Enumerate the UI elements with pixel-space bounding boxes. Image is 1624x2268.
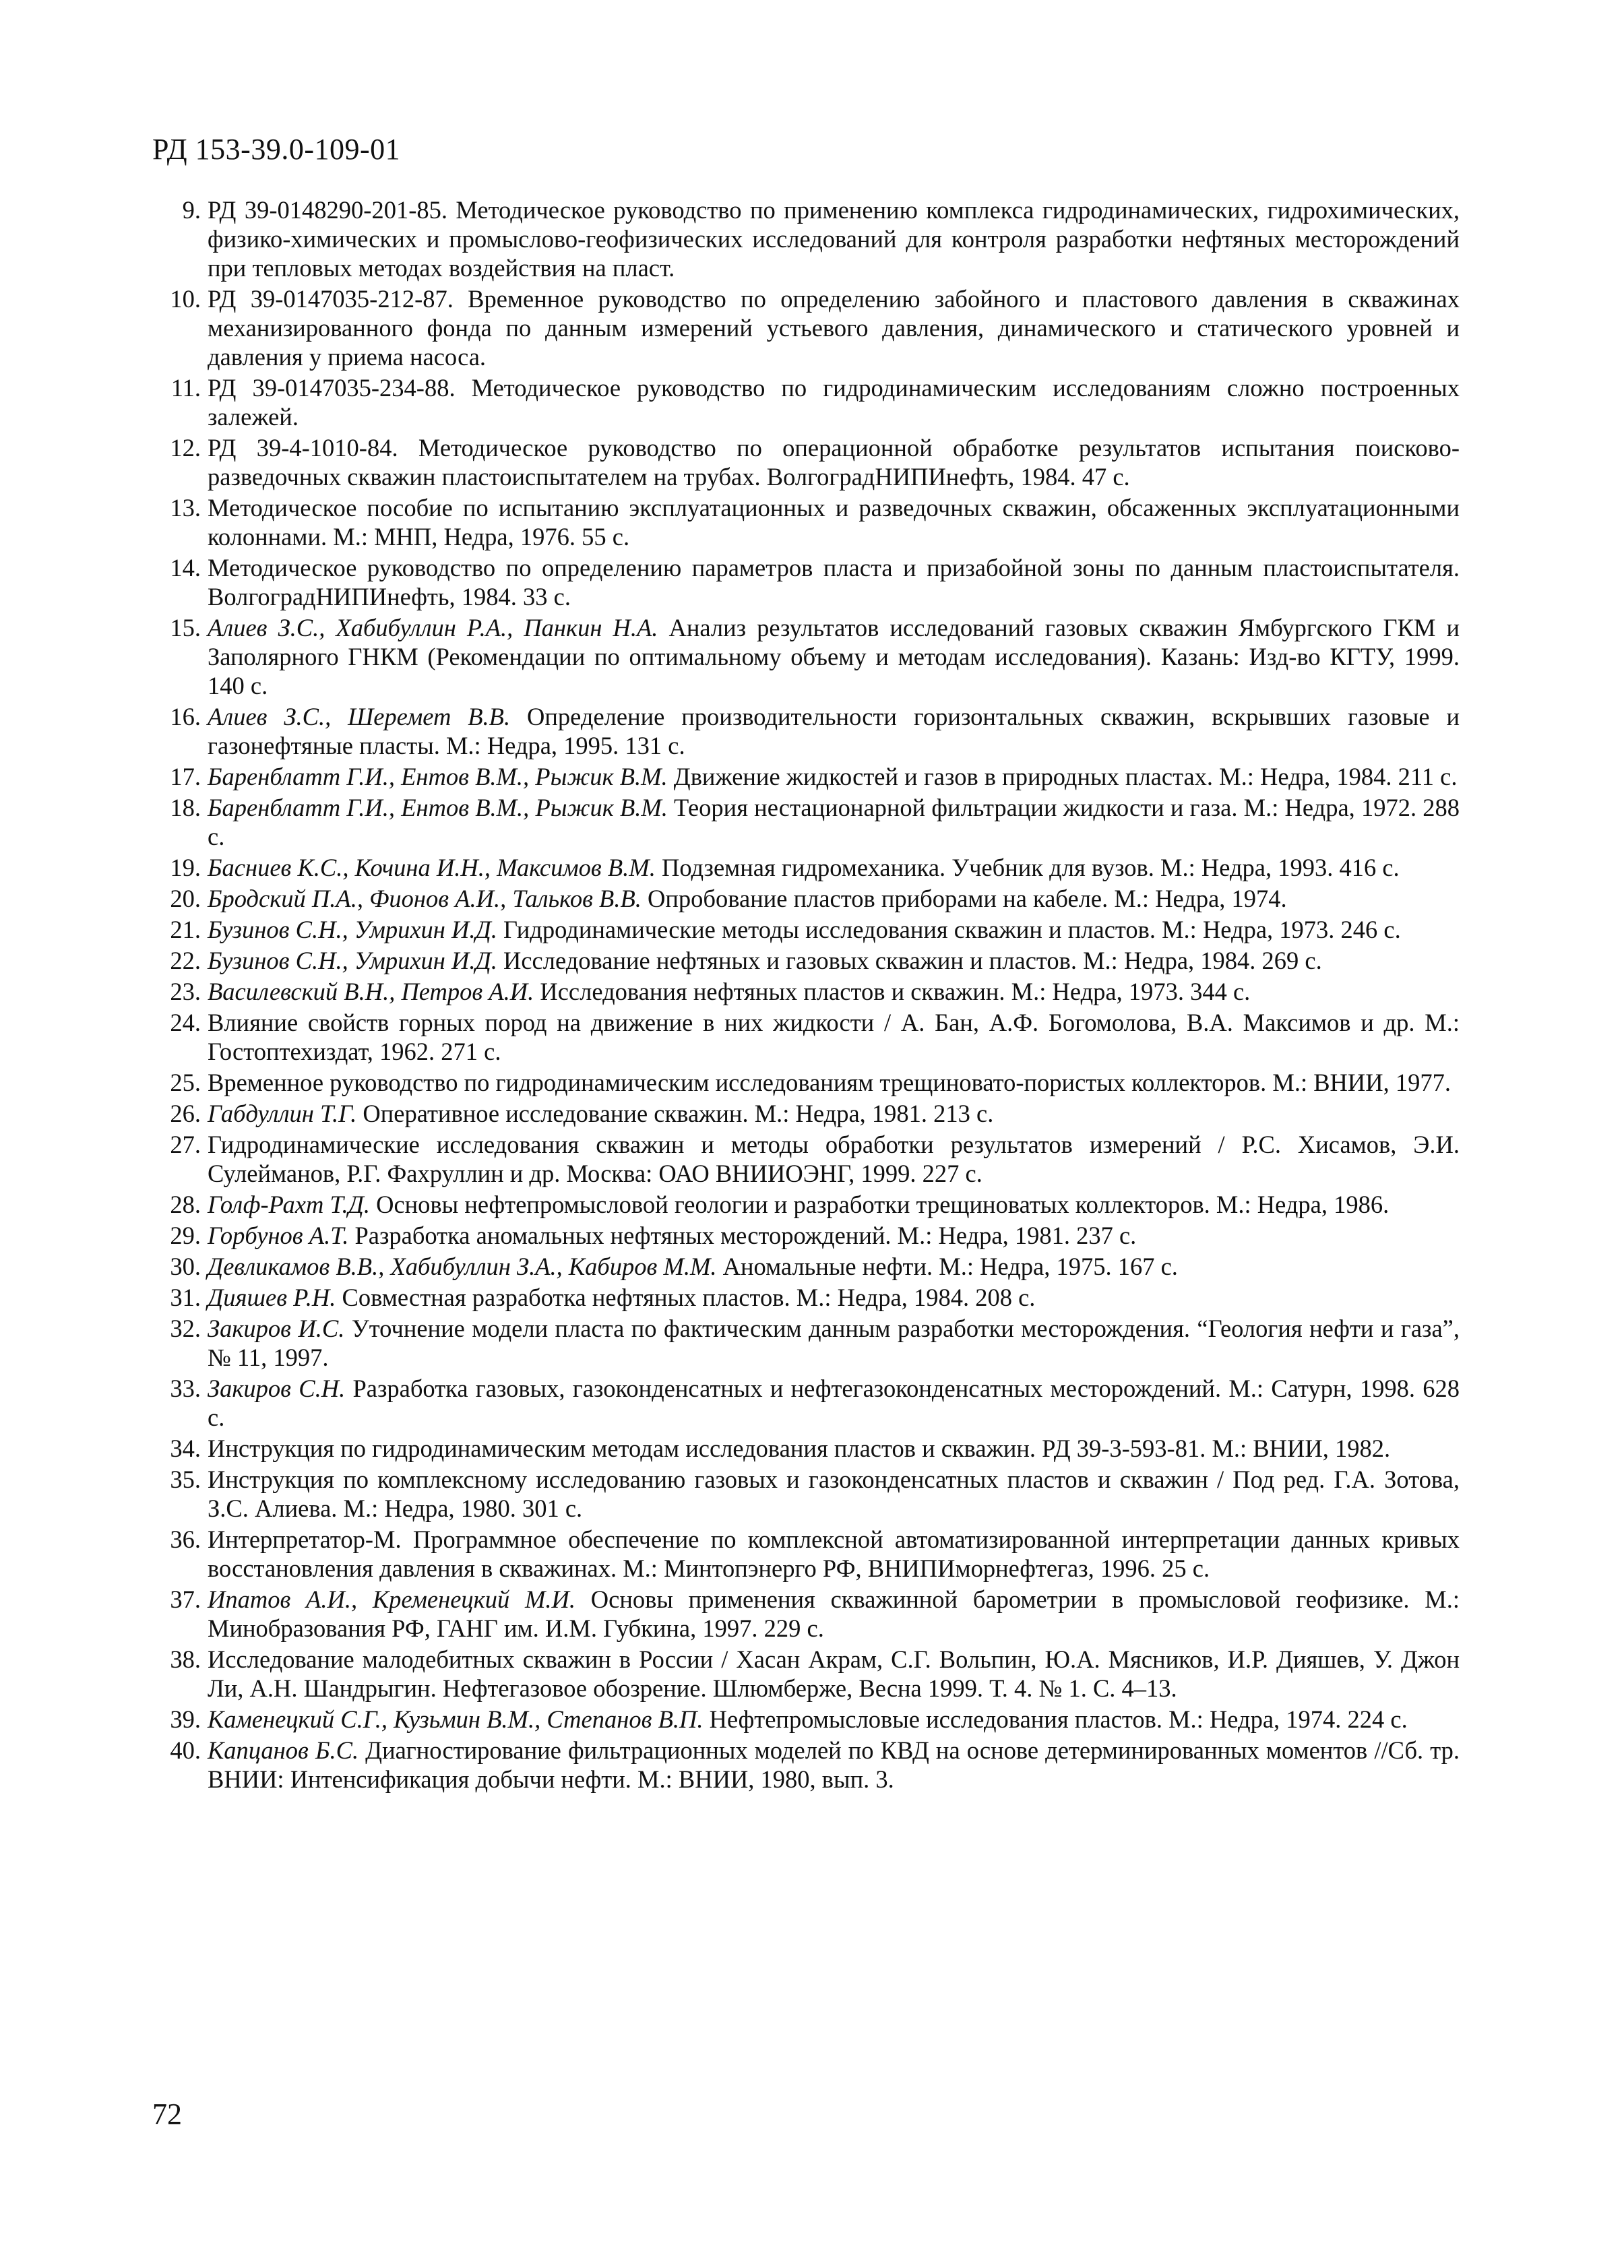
reference-text: Исследование нефтяных и газовых скважин и пластов. М.: Недра, 1984. 269 с. — [497, 947, 1322, 974]
reference-authors: Баренблатт Г.И., Ентов В.М., Рыжик В.М. — [208, 794, 668, 821]
reference-item — [152, 1130, 1460, 1188]
reference-text: Подземная гидромеханика. Учебник для вузов. М.: Недра, 1993. 416 с. — [655, 854, 1400, 881]
reference-text: Нефтепромысловые исследования пластов. М.: Недра, 1974. 224 с. — [703, 1705, 1408, 1733]
reference-number: 31. — [170, 1284, 201, 1311]
reference-item — [152, 853, 1460, 882]
reference-authors: Габдуллин Т.Г. — [208, 1100, 357, 1127]
reference-text: Временное руководство по гидродинамическим исследованиям трещиновато-пористых коллекторов. М.: ВНИИ, 1977. — [208, 1069, 1451, 1096]
reference-item — [152, 284, 1460, 371]
reference-item — [152, 702, 1460, 760]
reference-authors: Алиев З.С., Хабибуллин Р.А., Панкин Н.А. — [208, 614, 658, 641]
reference-item — [152, 1068, 1460, 1097]
reference-item — [152, 433, 1460, 491]
reference-number: 36. — [170, 1525, 201, 1553]
reference-item — [152, 1252, 1460, 1281]
reference-text: РД 39-4-1010-84. Методическое руководство по операционной обработке результатов испытания поисково-разведочных скважин пластоиспытателем на трубах. ВолгоградНИПИнефть, 1984. 47 с. — [208, 434, 1460, 491]
reference-authors: Голф-Рахт Т.Д. — [208, 1191, 370, 1218]
reference-item — [152, 884, 1460, 913]
reference-number: 35. — [170, 1466, 201, 1493]
reference-text: Анализ результатов исследований газовых скважин Ямбургского ГКМ и Заполярного ГНКМ (Рекомендации по оптимальному объему и методам исследования). Казань: Изд-во КГТУ, 1999. 140 с. — [208, 614, 1460, 699]
reference-number: 33. — [170, 1375, 201, 1402]
document-code-header: РД 153-39.0-109-01 — [152, 133, 401, 166]
reference-text: Уточнение модели пласта по фактическим данным разработки месторождения. “Геология нефти и газа”, № 11, 1997. — [208, 1315, 1460, 1371]
reference-authors: Баренблатт Г.И., Ентов В.М., Рыжик В.М. — [208, 763, 668, 790]
reference-item — [152, 1283, 1460, 1312]
reference-number: 25. — [170, 1069, 201, 1096]
reference-text: РД 39-0147035-212-87. Временное руководство по определению забойного и пластового давления в скважинах механизированного фонда по данным измерений устьевого давления, динамического и статического уровней и давления у приема насоса. — [208, 285, 1460, 371]
reference-text: Методическое руководство по определению параметров пласта и призабойной зоны по данным пластоиспытателя. ВолгоградНИПИнефть, 1984. 33 с. — [208, 554, 1460, 610]
references-list — [152, 195, 1460, 1796]
reference-authors: Алиев З.С., Шеремет В.В. — [208, 703, 511, 730]
reference-number: 37. — [170, 1585, 201, 1613]
reference-text: Разработка газовых, газоконденсатных и нефтегазоконденсатных месторождений. М.: Сатурн, 1998. 628 с. — [208, 1375, 1460, 1431]
reference-item — [152, 1705, 1460, 1734]
reference-item — [152, 1585, 1460, 1643]
reference-authors: Ипатов А.И., Кременецкий М.И. — [208, 1585, 576, 1613]
reference-text: Инструкция по гидродинамическим методам исследования пластов и скважин. РД 39-3-593-81. М.: ВНИИ, 1982. — [208, 1435, 1391, 1462]
reference-item — [152, 1525, 1460, 1583]
reference-text: Методическое пособие по испытанию эксплуатационных и разведочных скважин, обсаженных эксплуатационными колоннами. М.: МНП, Недра, 1976. 55 с. — [208, 494, 1460, 550]
reference-item — [152, 613, 1460, 700]
reference-text: Теория нестационарной фильтрации жидкости и газа. М.: Недра, 1972. 288 с. — [208, 794, 1460, 850]
reference-text: РД 39-0148290-201-85. Методическое руководство по применению комплекса гидродинамических, гидрохимических, физико-химических и промыслово-геофизических исследований для контроля разработки нефтяных месторождений при тепловых методах воздействия на пласт. — [208, 196, 1460, 282]
reference-item — [152, 1221, 1460, 1250]
reference-number: 24. — [170, 1009, 201, 1036]
reference-number: 29. — [170, 1222, 201, 1249]
reference-number: 16. — [170, 703, 201, 730]
reference-item — [152, 1736, 1460, 1794]
reference-item — [152, 762, 1460, 791]
reference-number: 30. — [170, 1253, 201, 1280]
reference-text: Влияние свойств горных пород на движение в них жидкости / А. Бан, А.Ф. Богомолова, В.А. Максимов и др. М.: Гостоптехиздат, 1962. 271 с. — [208, 1009, 1460, 1065]
reference-item — [152, 793, 1460, 851]
reference-text: Гидродинамические исследования скважин и методы обработки результатов измерений / Р.С. Хисамов, Э.И. Сулейманов, Р.Г. Фахруллин и др. Москва: ОАО ВНИИОЭНГ, 1999. 227 с. — [208, 1131, 1460, 1187]
reference-text: Движение жидкостей и газов в природных пластах. М.: Недра, 1984. 211 с. — [667, 763, 1458, 790]
reference-item — [152, 1008, 1460, 1066]
reference-text: Исследования нефтяных пластов и скважин. М.: Недра, 1973. 344 с. — [534, 978, 1251, 1005]
reference-item — [152, 553, 1460, 611]
reference-number: 28. — [170, 1191, 201, 1218]
reference-number: 26. — [170, 1100, 201, 1127]
reference-item — [152, 1190, 1460, 1219]
reference-text: Гидродинамические методы исследования скважин и пластов. М.: Недра, 1973. 246 с. — [497, 916, 1401, 943]
reference-text: РД 39-0147035-234-88. Методическое руководство по гидродинамическим исследованиям сложно построенных залежей. — [208, 374, 1460, 431]
reference-number: 32. — [170, 1315, 201, 1342]
reference-number: 39. — [170, 1705, 201, 1733]
reference-text: Основы применения скважинной барометрии в промысловой геофизике. М.: Минобразования РФ, ГАНГ им. И.М. Губкина, 1997. 229 с. — [208, 1585, 1460, 1642]
reference-number: 17. — [170, 763, 201, 790]
reference-text: Основы нефтепромысловой геологии и разработки трещиноватых коллекторов. М.: Недра, 1986. — [369, 1191, 1389, 1218]
reference-authors: Бузинов С.Н., Умрихин И.Д. — [208, 947, 497, 974]
reference-text: Аномальные нефти. М.: Недра, 1975. 167 с. — [716, 1253, 1178, 1280]
reference-authors: Каменецкий С.Г., Кузьмин В.М., Степанов В.П. — [208, 1705, 704, 1733]
reference-item — [152, 946, 1460, 975]
reference-text: Оперативное исследование скважин. М.: Недра, 1981. 213 с. — [356, 1100, 994, 1127]
reference-item — [152, 915, 1460, 944]
reference-text: Совместная разработка нефтяных пластов. М.: Недра, 1984. 208 с. — [336, 1284, 1036, 1311]
reference-text: Диагностирование фильтрационных моделей по КВД на основе детерминированных моментов //Сб. тр. ВНИИ: Интенсификация добычи нефти. М.: ВНИИ, 1980, вып. 3. — [208, 1736, 1460, 1793]
reference-text: Инструкция по комплексному исследованию газовых и газоконденсатных пластов и скважин / Под ред. Г.А. Зотова, З.С. Алиева. М.: Недра, 1980. 301 с. — [208, 1466, 1460, 1522]
reference-text: Интерпретатор-М. Программное обеспечение по комплексной автоматизированной интерпретации данных кривых восстановления давления в скважинах. М.: Минтопэнерго РФ, ВНИПИморнефтегаз, 1996. 25 с. — [208, 1525, 1460, 1582]
reference-number: 15. — [170, 614, 201, 641]
reference-number: 34. — [170, 1435, 201, 1462]
reference-text: Опробование пластов приборами на кабеле. М.: Недра, 1974. — [641, 885, 1287, 912]
reference-number: 14. — [170, 554, 201, 581]
reference-number: 19. — [170, 854, 201, 881]
reference-authors: Басниев К.С., Кочина И.Н., Максимов В.М. — [208, 854, 656, 881]
reference-number: 38. — [170, 1645, 201, 1673]
reference-authors: Закиров И.С. — [208, 1315, 345, 1342]
reference-number: 10. — [170, 285, 201, 313]
reference-authors: Горбунов А.Т. — [208, 1222, 349, 1249]
reference-authors: Закиров С.Н. — [208, 1375, 346, 1402]
reference-number: 40. — [170, 1736, 201, 1764]
reference-authors: Бродский П.А., Фионов А.И., Тальков В.В. — [208, 885, 642, 912]
reference-number: 11. — [170, 374, 201, 402]
reference-item — [152, 493, 1460, 551]
reference-number: 22. — [170, 947, 201, 974]
reference-number: 20. — [170, 885, 201, 912]
reference-number: 18. — [170, 794, 201, 821]
reference-item — [152, 1374, 1460, 1432]
reference-text: Исследование малодебитных скважин в России / Хасан Акрам, С.Г. Вольпин, Ю.А. Мясников, И.Р. Дияшев, У. Джон Ли, А.Н. Шандрыгин. Нефтегазовое обозрение. Шлюмберже, Весна 1999. Т. 4. № 1. С. 4–13. — [208, 1645, 1460, 1702]
reference-number: 9. — [182, 196, 201, 224]
page-number: 72 — [152, 2098, 182, 2131]
reference-item — [152, 1645, 1460, 1703]
reference-item — [152, 977, 1460, 1006]
reference-text: Определение производительности горизонтальных скважин, вскрывших газовые и газонефтяные пласты. М.: Недра, 1995. 131 с. — [208, 703, 1460, 759]
reference-authors: Василевский В.Н., Петров А.И. — [208, 978, 534, 1005]
reference-text: Разработка аномальных нефтяных месторождений. М.: Недра, 1981. 237 с. — [348, 1222, 1137, 1249]
reference-item — [152, 373, 1460, 431]
reference-number: 12. — [170, 434, 201, 462]
reference-number: 21. — [170, 916, 201, 943]
reference-number: 27. — [170, 1131, 201, 1158]
reference-item — [152, 1099, 1460, 1128]
reference-item — [152, 1314, 1460, 1372]
reference-item — [152, 195, 1460, 282]
reference-number: 13. — [170, 494, 201, 522]
reference-authors: Дияшев Р.Н. — [208, 1284, 336, 1311]
reference-item — [152, 1434, 1460, 1463]
reference-authors: Девликамов В.В., Хабибуллин З.А., Кабиров М.М. — [208, 1253, 717, 1280]
reference-authors: Бузинов С.Н., Умрихин И.Д. — [208, 916, 497, 943]
reference-item — [152, 1465, 1460, 1523]
reference-authors: Капцанов Б.С. — [208, 1736, 359, 1764]
reference-number: 23. — [170, 978, 201, 1005]
